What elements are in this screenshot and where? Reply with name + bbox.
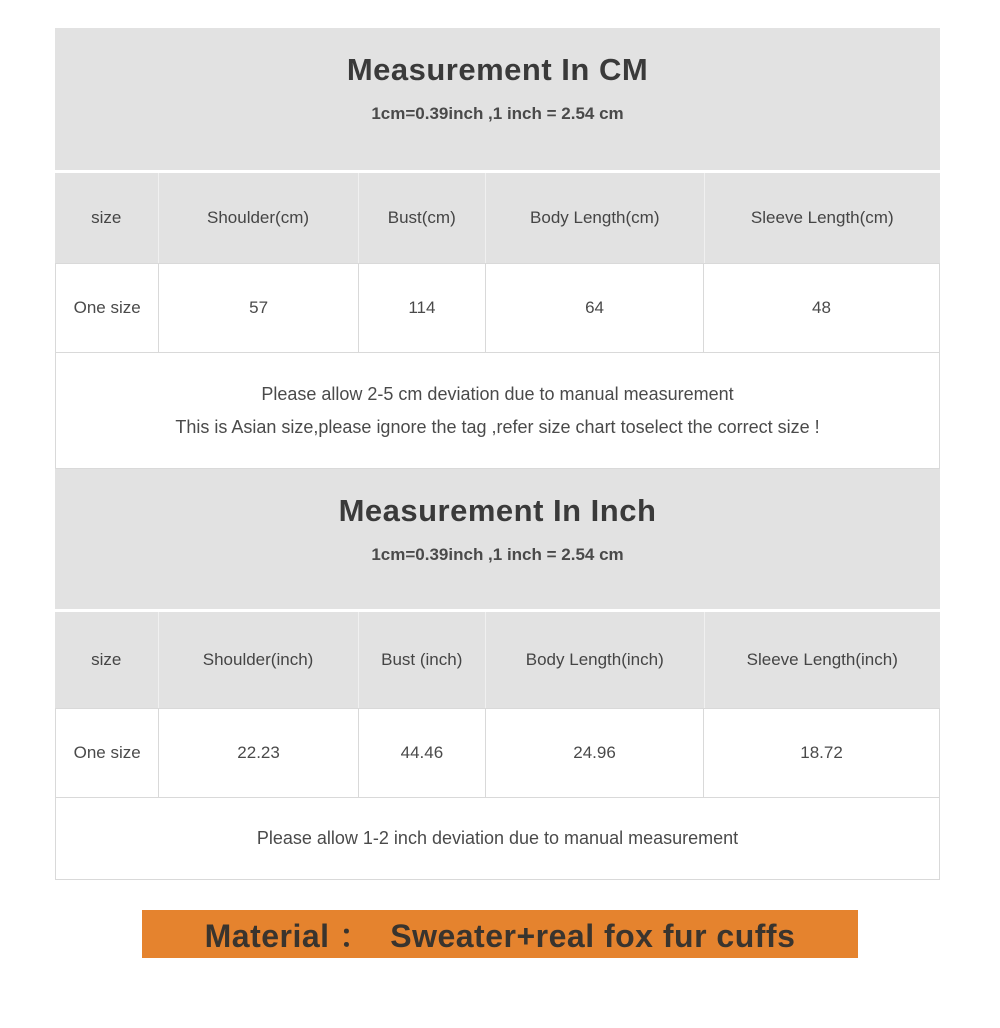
cm-section-subtitle: 1cm=0.39inch ,1 inch = 2.54 cm [371,104,624,123]
inch-cell-sleeve-length: 18.72 [800,743,843,762]
inch-column-header-sleeve-length: Sleeve Length(inch) [746,650,898,669]
inch-column-header-bust: Bust (inch) [359,612,486,708]
cm-cell-body-length: 64 [486,264,704,352]
inch-column-header-body-length: Body Length(inch) [486,612,705,708]
inch-cell-size: One size [56,709,159,797]
cm-column-header-bust: Bust(cm) [359,173,486,263]
material-banner-text: Material ： Sweater+real fox fur cuffs [204,918,796,954]
inch-note-line-1: Please allow 1-2 inch deviation due to manual measurement [256,828,739,848]
cm-title-block [55,28,940,170]
inch-cell-body-length: 24.96 [486,709,704,797]
cm-cell-shoulder: 57 [159,264,359,352]
inch-cell-shoulder: 22.23 [159,709,359,797]
inch-table-row [55,708,940,798]
cm-column-header-sleeve-length: Sleeve Length(cm) [750,208,894,227]
cm-cell-sleeve-length: 48 [812,298,831,317]
cm-note-block [55,353,940,469]
material-banner [142,910,858,958]
inch-table-header-row [55,612,940,708]
inch-note-block [55,798,940,880]
cm-column-header-body-length: Body Length(cm) [486,173,705,263]
cm-cell-bust: 114 [359,264,486,352]
cm-column-header-shoulder: Shoulder(cm) [159,173,359,263]
inch-column-header-size: size [55,612,159,708]
cm-cell-size: One size [56,264,159,352]
cm-column-header-size: size [55,173,159,263]
inch-measurement-section [55,469,940,880]
cm-table-header-row [55,173,940,263]
inch-section-title: Measurement In Inch [338,493,657,528]
cm-note-line-2: This is Asian size,please ignore the tag ,refer size chart toselect the correct size ! [175,416,820,437]
inch-title-block [55,469,940,609]
inch-column-header-shoulder: Shoulder(inch) [159,612,359,708]
cm-measurement-section [55,28,940,469]
inch-section-subtitle: 1cm=0.39inch ,1 inch = 2.54 cm [371,545,624,564]
cm-note-line-1: Please allow 2-5 cm deviation due to manual measurement [261,383,734,404]
inch-cell-bust: 44.46 [359,709,486,797]
cm-table-row [55,263,940,353]
size-chart [55,28,940,880]
cm-section-title: Measurement In CM [346,52,649,87]
